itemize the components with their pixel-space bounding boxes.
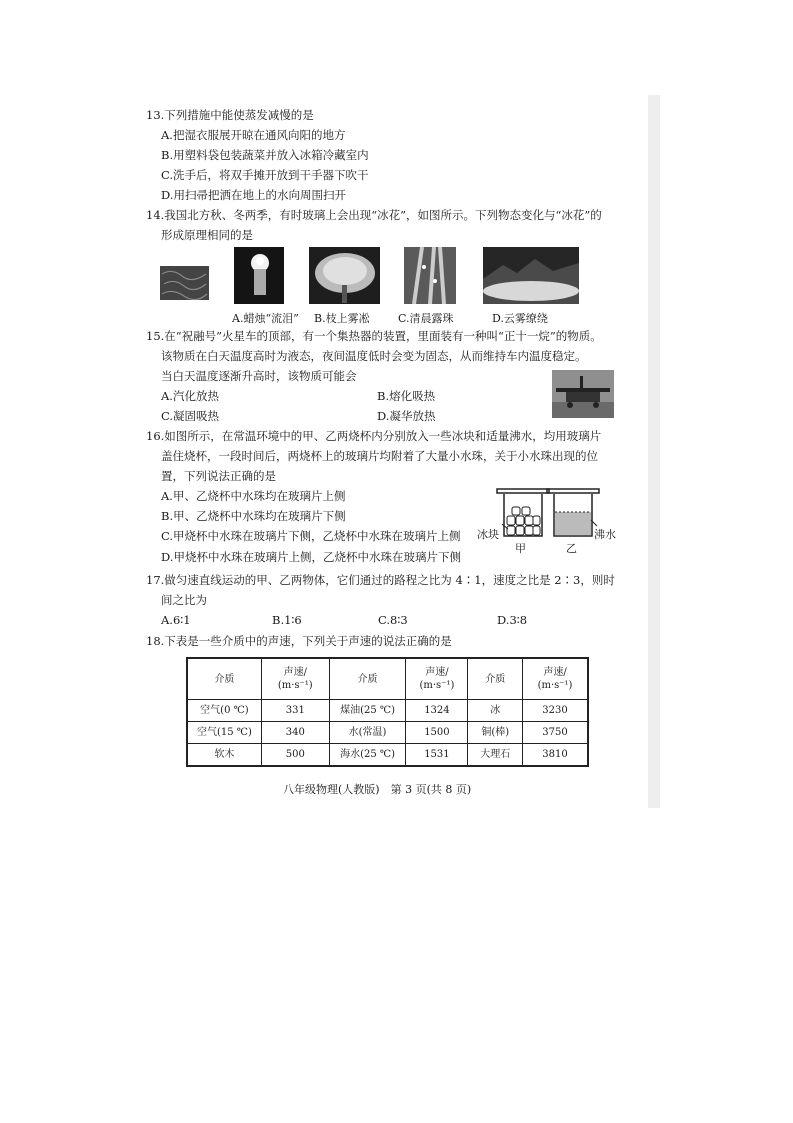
header-speed-2: 声速/ (m·s⁻¹) <box>406 658 468 700</box>
table-cell: 340 <box>261 722 329 744</box>
table-cell: 1500 <box>406 722 468 744</box>
q14-option-a: A.蜡烛“流泪” <box>232 312 299 325</box>
mars-rover-photo <box>552 370 614 418</box>
table-cell: 空气(0 ℃) <box>187 700 261 722</box>
q17-option-b: B.1∶6 <box>272 613 302 627</box>
label-ice: 冰块 <box>477 528 499 541</box>
table-cell: 铜(棒) <box>468 722 523 744</box>
q16-option-c: C.甲烧杯中水珠在玻璃片下侧，乙烧杯中水珠在玻璃片上侧 <box>161 529 461 543</box>
q17-option-c: C.8∶3 <box>378 613 408 627</box>
table-cell: 软木 <box>187 744 261 767</box>
ice-flower-photo <box>160 266 209 300</box>
table-cell: 冰 <box>468 700 523 722</box>
table-cell: 331 <box>261 700 329 722</box>
table-cell: 大理石 <box>468 744 523 767</box>
q16-stem-line1: 16.如图所示，在常温环境中的甲、乙两烧杯内分别放入一些冰块和适量沸水，均用玻璃片 <box>146 429 602 443</box>
q15-option-c: C.凝固吸热 <box>161 409 220 423</box>
q13-option-b: B.用塑料袋包装蔬菜并放入冰箱冷藏室内 <box>161 148 369 162</box>
header-speed-1: 声速/ (m·s⁻¹) <box>261 658 329 700</box>
beakers-diagram <box>470 484 630 554</box>
q13-option-c: C.洗手后，将双手摊开放到干手器下吹干 <box>161 168 369 182</box>
q17-option-a: A.6∶1 <box>161 613 191 627</box>
q15-option-b: B.熔化吸热 <box>377 389 436 403</box>
dew-leaf-photo <box>404 247 456 304</box>
q16-stem-line2: 盖住烧杯，一段时间后，两烧杯上的玻璃片均附着了大量小水珠，关于小水珠出现的位 <box>161 449 598 463</box>
table-cell: 空气(15 ℃) <box>187 722 261 744</box>
sound-speed-table <box>186 657 589 767</box>
q15-stem-line2: 该物质在白天温度高时为液态，夜间温度低时会变为固态，从而维持车内温度稳定。 <box>161 349 587 363</box>
q15-stem-line1: 15.在“祝融号”火星车的顶部，有一个集热器的装置，里面装有一种叫“正十一烷”的物质。 <box>146 329 602 343</box>
rime-tree-photo <box>309 247 380 304</box>
q15-option-a: A.汽化放热 <box>161 389 219 403</box>
page-footer: 八年级物理(人教版) 第 3 页(共 8 页) <box>283 783 472 796</box>
label-jia: 甲 <box>515 542 526 555</box>
table-cell: 海水(25 ℃) <box>329 744 406 767</box>
q14-stem-line1: 14.我国北方秋、冬两季，有时玻璃上会出现“冰花”，如图所示。下列物态变化与“冰花”的 <box>146 208 602 222</box>
q15-option-d: D.凝华放热 <box>377 409 436 423</box>
header-medium-2: 介质 <box>329 658 406 700</box>
q16-option-d: D.甲烧杯中水珠在玻璃片上侧，乙烧杯中水珠在玻璃片下侧 <box>161 550 461 564</box>
table-header-row <box>187 658 588 700</box>
q14-option-d: D.云雾缭绕 <box>492 312 548 325</box>
q13-option-a: A.把湿衣服展开晾在通风向阳的地方 <box>161 128 346 142</box>
q14-option-b: B.枝上雾凇 <box>314 312 370 325</box>
candle-photo <box>234 247 284 304</box>
table-cell: 3750 <box>523 722 588 744</box>
table-cell: 3230 <box>523 700 588 722</box>
table-cell: 1324 <box>406 700 468 722</box>
q17-stem-line2: 间之比为 <box>161 593 207 607</box>
q16-option-b: B.甲、乙烧杯中水珠均在玻璃片下侧 <box>161 509 346 523</box>
header-medium-1: 介质 <box>187 658 261 700</box>
label-boiling-water: 沸水 <box>594 528 616 541</box>
q14-option-c: C.清晨露珠 <box>398 312 454 325</box>
table-cell: 水(常温) <box>329 722 406 744</box>
q16-stem-line3: 置，下列说法正确的是 <box>161 469 276 483</box>
table-cell: 煤油(25 ℃) <box>329 700 406 722</box>
table-row <box>187 722 588 744</box>
q18-stem: 18.下表是一些介质中的声速，下列关于声速的说法正确的是 <box>146 634 452 648</box>
q17-option-d: D.3∶8 <box>497 613 528 627</box>
table-cell: 3810 <box>523 744 588 767</box>
q13-option-d: D.用扫帚把洒在地上的水向周围扫开 <box>161 188 346 202</box>
q15-stem-line3: 当白天温度逐渐升高时，该物质可能会 <box>161 369 357 383</box>
header-medium-3: 介质 <box>468 658 523 700</box>
table-row <box>187 700 588 722</box>
header-speed-3: 声速/ (m·s⁻¹) <box>523 658 588 700</box>
cloud-mountain-photo <box>483 247 579 304</box>
table-cell: 500 <box>261 744 329 767</box>
q17-stem-line1: 17.做匀速直线运动的甲、乙两物体，它们通过的路程之比为 4∶1，速度之比是 2∶3，则时 <box>146 573 615 587</box>
table-row <box>187 744 588 767</box>
table-cell: 1531 <box>406 744 468 767</box>
q14-stem-line2: 形成原理相同的是 <box>161 228 253 242</box>
q16-option-a: A.甲、乙烧杯中水珠均在玻璃片上侧 <box>161 489 346 503</box>
q13-stem: 13.下列措施中能使蒸发减慢的是 <box>146 108 314 122</box>
label-yi: 乙 <box>566 542 577 555</box>
